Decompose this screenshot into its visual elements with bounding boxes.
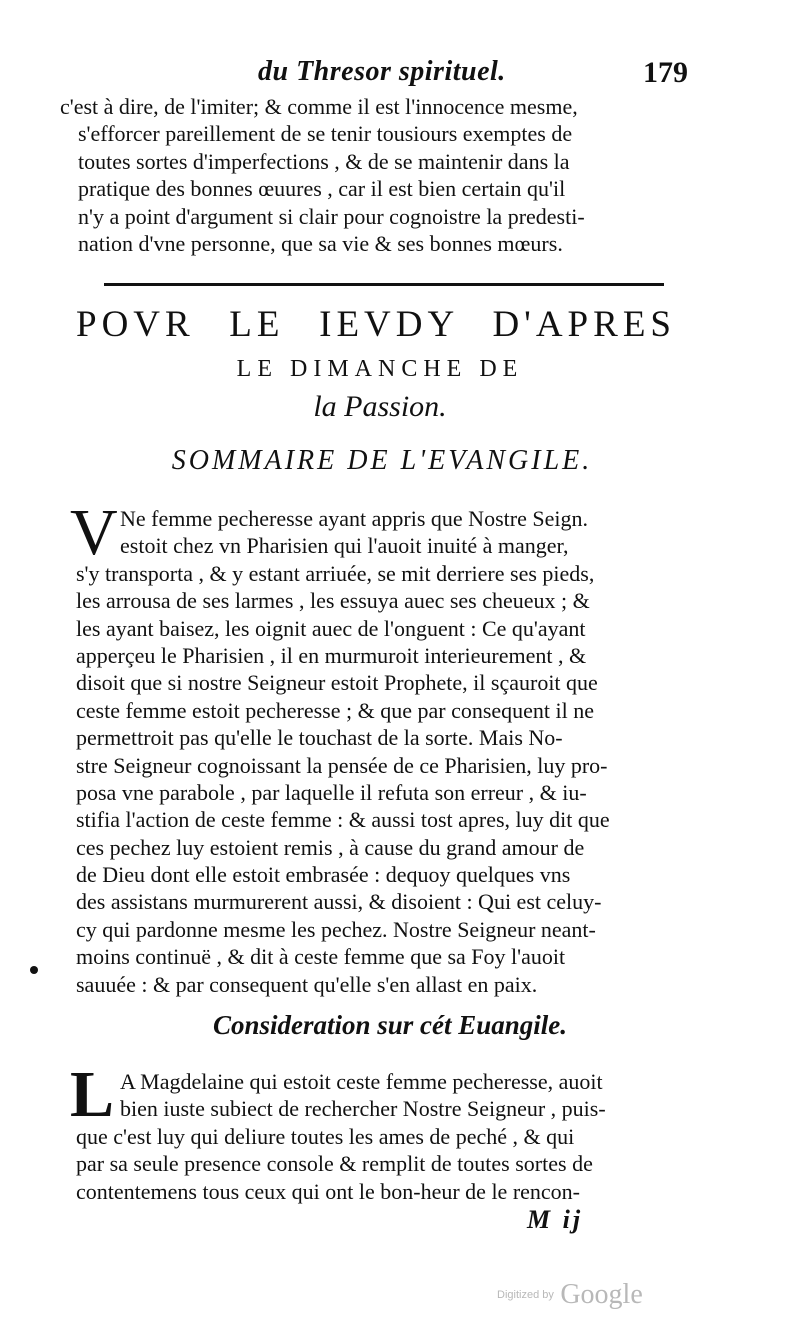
text-line: pratique des bonnes œuures , car il est bien certain qu'il: [78, 176, 566, 202]
drop-cap: V: [70, 496, 118, 569]
text-line: s'efforcer pareillement de se tenir tousiours exemptes de: [78, 121, 573, 147]
drop-cap: L: [70, 1058, 115, 1131]
text-line: sauuée : & par consequent qu'elle s'en allast en paix.: [76, 971, 538, 997]
text-line: A Magdelaine qui estoit ceste femme pecheresse, auoit: [120, 1069, 603, 1094]
text-line: que c'est luy qui deliure toutes les ames de peché , & qui: [76, 1123, 575, 1149]
section-divider: [104, 283, 664, 286]
text-line: n'y a point d'argument si clair pour cognoistre la predesti-: [78, 203, 585, 229]
text-line: moins continuë , & dit à ceste femme que sa Foy l'auoit: [76, 944, 566, 970]
consideration-heading: Consideration sur cét Euangile.: [212, 1010, 568, 1040]
text-line: stre Seigneur cognoissant la pensée de ce Pharisien, luy pro-: [76, 752, 608, 778]
text-line: ces pechez luy estoient remis , à cause du grand amour de: [76, 834, 585, 860]
text-line: cy qui pardonne mesme les pechez. Nostre Seigneur neant-: [76, 916, 596, 942]
consideration-paragraph: [76, 1068, 678, 1205]
text-line: contentemens tous ceux qui ont le bon-heur de le rencon-: [76, 1178, 581, 1204]
digitized-by-label: Digitized by: [497, 1289, 554, 1301]
text-line: estoit chez vn Pharisien qui l'auoit inuité à manger,: [120, 533, 569, 559]
text-line: disoit que si nostre Seigneur estoit Prophete, il sçauroit que: [76, 670, 598, 696]
text-line: Ne femme pecheresse ayant appris que Nostre Seign.: [120, 506, 588, 531]
text-line: stifia l'action de ceste femme : & aussi tost apres, luy dit que: [76, 807, 610, 833]
text-line: par sa seule presence console & remplit de toutes sortes de: [76, 1151, 593, 1177]
summary-paragraph: [76, 505, 678, 998]
text-line: ceste femme estoit pecheresse ; & que par consequent il ne: [76, 697, 595, 723]
text-line: les arrousa de ses larmes , les essuya auec ses cheueux ; &: [76, 588, 590, 614]
digitized-watermark: [497, 1279, 643, 1309]
text-line: les ayant baisez, les oignit auec de l'onguent : Ce qu'ayant: [76, 615, 586, 641]
signature-mark: M ij: [527, 1205, 584, 1234]
text-line: permettroit pas qu'elle le touchast de la sorte. Mais No-: [76, 725, 563, 751]
text-line: apperçeu le Pharisien , il en murmuroit interieurement , &: [76, 642, 587, 668]
text-line: des assistans murmurerent aussi, & disoient : Qui est celuy-: [76, 889, 602, 915]
text-line: de Dieu dont elle estoit embrasée : dequoy quelques vns: [76, 862, 571, 888]
page-number: 179: [643, 56, 688, 89]
google-logo: Google: [560, 1279, 643, 1310]
text-line: posa vne parabole , par laquelle il refuta son erreur , & iu-: [76, 779, 587, 805]
text-line: bien iuste subiect de rechercher Nostre Seigneur , puis-: [120, 1096, 606, 1122]
section-subheading-italic: la Passion.: [313, 390, 447, 423]
text-line: s'y transporta , & y estant arriuée, se mit derriere ses pieds,: [76, 560, 595, 586]
section-subheading: LE DIMANCHE DE: [236, 356, 524, 382]
margin-dot: [30, 966, 38, 974]
text-line: toutes sortes d'imperfections , & de se maintenir dans la: [78, 148, 570, 174]
running-title: du Thresor spirituel.: [258, 56, 506, 87]
summary-heading: SOMMAIRE DE L'EVANGILE.: [171, 445, 593, 476]
top-paragraph: [60, 93, 678, 257]
text-line: nation d'vne personne, que sa vie & ses bonnes mœurs.: [78, 230, 563, 256]
section-heading: POVR LE IEVDY D'APRES: [76, 304, 676, 345]
running-head: [78, 52, 688, 92]
text-line: c'est à dire, de l'imiter; & comme il est l'innocence mesme,: [60, 94, 578, 119]
